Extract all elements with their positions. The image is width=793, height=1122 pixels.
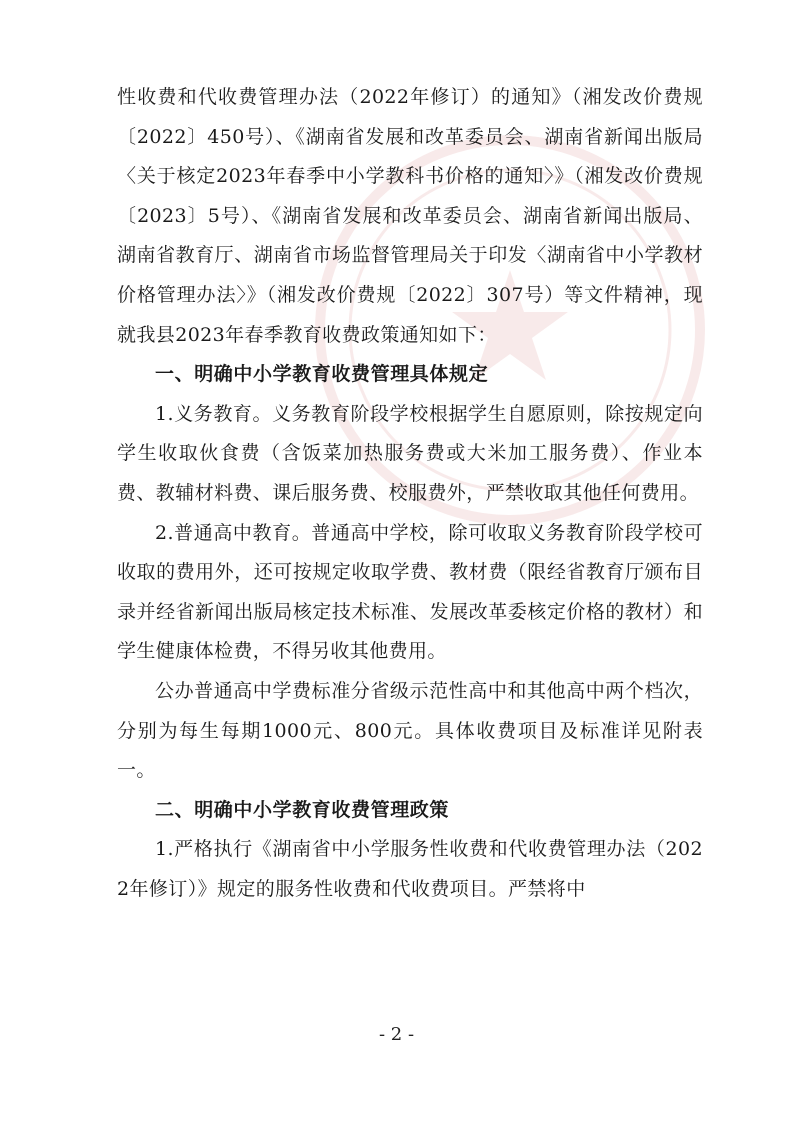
- paragraph-intro: 性收费和代收费管理办法（2022年修订）的通知》（湘发改价费规〔2022〕450号）、《湖南省发展和改革委员会、湖南省新闻出版局〈关于核定2023年春季中小学教科书价格的通知〉》（湘发改价费规〔2023〕5号）、《湖南省发展和改革委员会、湖南省新闻出版局、湖南省教育厅、湖南省市场监督管理局关于印发〈湖南省中小学教材价格管理办法〉》（湘发改价费规〔2022〕307号）等文件精神，现就我县2023年春季教育收费政策通知如下：: [117, 86, 703, 346]
- paragraph-tuition-standard: 公办普通高中学费标准分省级示范性高中和其他高中两个档次，分别为每生每期1000元、800元。具体收费项目及标准详见附表一。: [117, 679, 703, 782]
- page-number: - 2 -: [378, 1024, 415, 1045]
- section-heading-1: 一、明确中小学教育收费管理具体规定: [155, 363, 489, 386]
- document-body: [117, 78, 703, 909]
- section-heading-2: 二、明确中小学教育收费管理政策: [155, 798, 450, 821]
- paragraph-policy-1: 1.严格执行《湖南省中小学服务性收费和代收费管理办法（2022年修订）》规定的服务性收费和代收费项目。严禁将中: [117, 838, 703, 900]
- paragraph-compulsory-education: 1.义务教育。义务教育阶段学校根据学生自愿原则，除按规定向学生收取伙食费（含饭菜加热服务费或大米加工服务费）、作业本费、教辅材料费、课后服务费、校服费外，严禁收取其他任何费用。: [117, 402, 703, 504]
- paragraph-high-school-education: 2.普通高中教育。普通高中学校，除可收取义务教育阶段学校可收取的费用外，还可按规定收取学费、教材费（限经省教育厅颁布目录并经省新闻出版局核定技术标准、发展改革委核定价格的教材）和学生健康体检费，不得另收其他费用。: [117, 521, 703, 663]
